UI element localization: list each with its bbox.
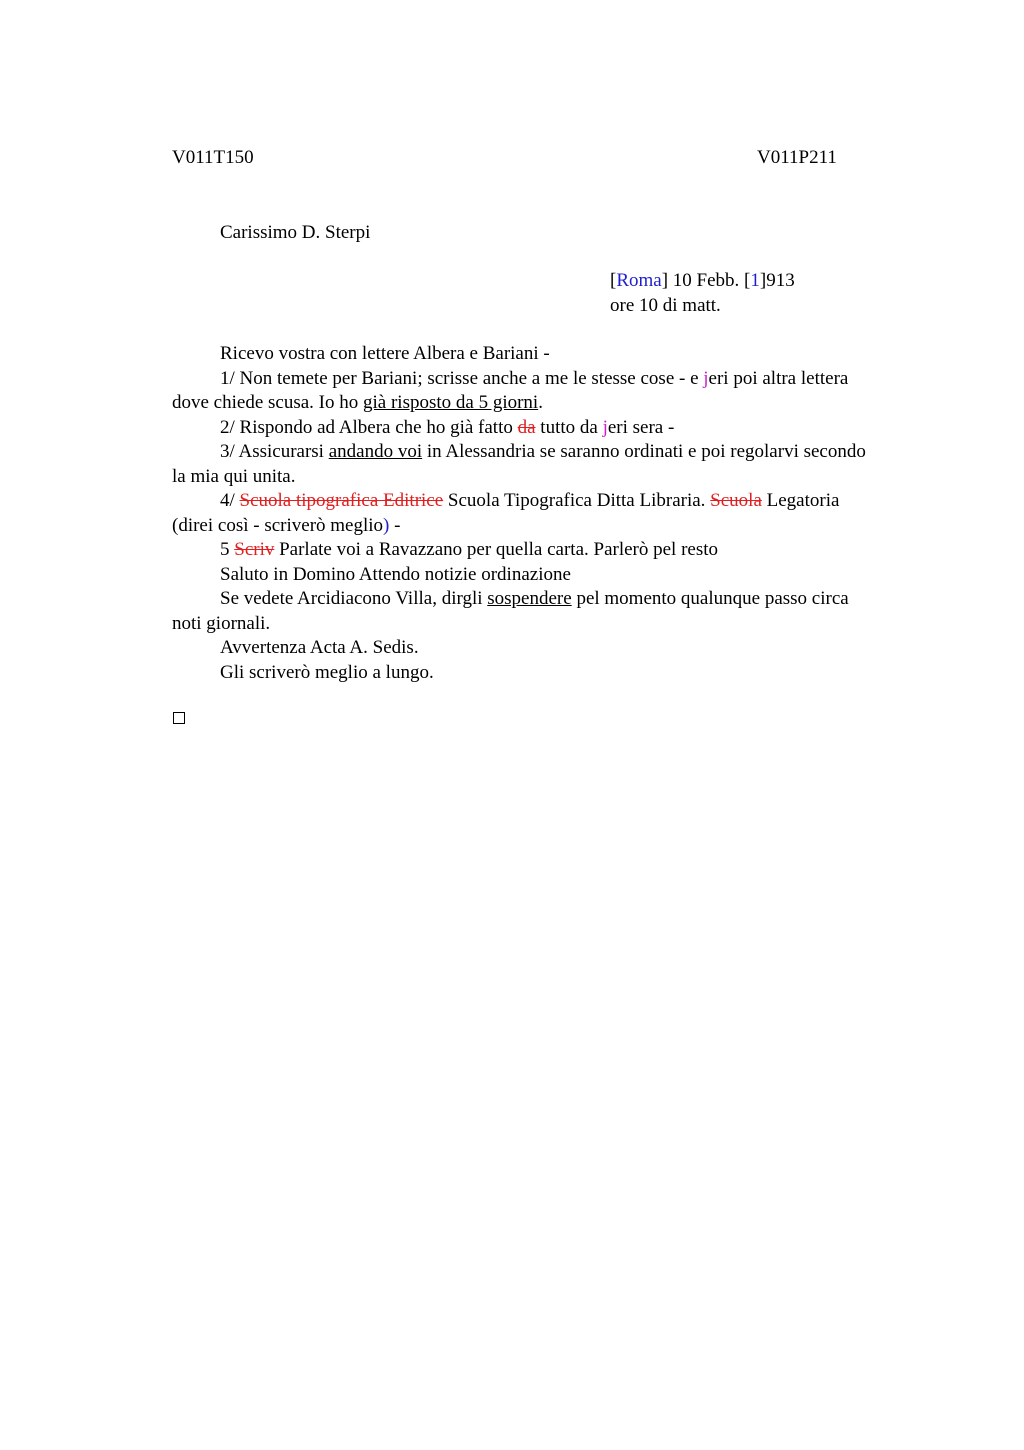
paragraph-5 [172,489,872,538]
p5-text-b: Scuola Tipografica Ditta Libraria. [443,490,711,511]
p8-underlined: sospendere [487,588,572,609]
date-day-month: ] 10 Febb. [ [661,270,751,291]
paragraph-6 [172,538,872,563]
date-line [610,269,795,294]
date-year-rest: ]913 [759,270,795,291]
p2-text-d: . [538,392,543,413]
p2-text-b: eri poi altra lettera [708,367,849,389]
p3-text-a: 2/ Rispondo ad Albera che ho già fatto [220,416,518,438]
volume-code-left: V011T150 [172,147,254,168]
p3-deleted: da [517,416,536,438]
paragraph-7: Saluto in Domino Attendo notizie ordinazione [220,563,571,585]
date-year-digit: 1 [750,270,760,291]
p5-deleted-2: Scuola [710,490,762,511]
p5-text-d: - [389,514,401,536]
p3-editorial-j: j [602,416,608,438]
time-line: ore 10 di matt. [610,294,721,316]
p2-editorial-j: j [703,367,709,389]
paragraph-4 [172,440,872,489]
p6-text-a: 5 [220,539,235,560]
letter-body [172,342,872,685]
p2-text-c: dove chiede scusa. Io ho [172,392,363,413]
p5-editorial-paren: ) [383,514,390,536]
paragraph-2-continuation [172,391,872,416]
p4-underlined: andando voi [328,441,423,462]
p6-text-b: Parlate voi a Ravazzano per quella carta. Parlerò pel resto [274,539,719,560]
date-open-bracket: [ [610,270,617,291]
p5-deleted-1: Scuola tipografica Editrice [239,490,444,511]
p4-text-b: in Alessandria se saranno ordinati e poi regolarvi secondo la mia qui unita. [172,441,866,487]
end-square-icon [173,712,185,724]
paragraph-2 [172,367,872,392]
date-place: Roma [616,270,662,291]
p2-underlined: già risposto da 5 giorni [363,392,539,413]
salutation: Carissimo D. Sterpi [220,222,371,243]
p6-deleted: Scriv [234,539,275,560]
p8-text-b: pel momento qualunque passo circa noti giornali. [172,588,849,634]
p4-text-a: 3/ Assicurarsi [220,441,329,462]
p5-text-a: 4/ [220,490,240,511]
volume-code-right: V011P211 [757,147,837,168]
paragraph-1: Ricevo vostra con lettere Albera e Bariani - [220,343,550,364]
p5-text-c: Legatoria (direi così - scriverò meglio [172,490,840,536]
p3-text-c: eri sera - [607,416,675,438]
p3-text-b: tutto da [535,416,603,438]
p2-text-a: 1/ Non temete per Bariani; scrisse anche a me le stesse cose - e [220,367,704,389]
paragraph-10: Gli scriverò meglio a lungo. [220,661,434,683]
paragraph-9: Avvertenza Acta A. Sedis. [220,637,419,658]
paragraph-3 [172,416,872,441]
p8-text-a: Se vedete Arcidiacono Villa, dirgli [220,588,488,609]
paragraph-8 [172,587,872,636]
date-block [610,269,795,318]
